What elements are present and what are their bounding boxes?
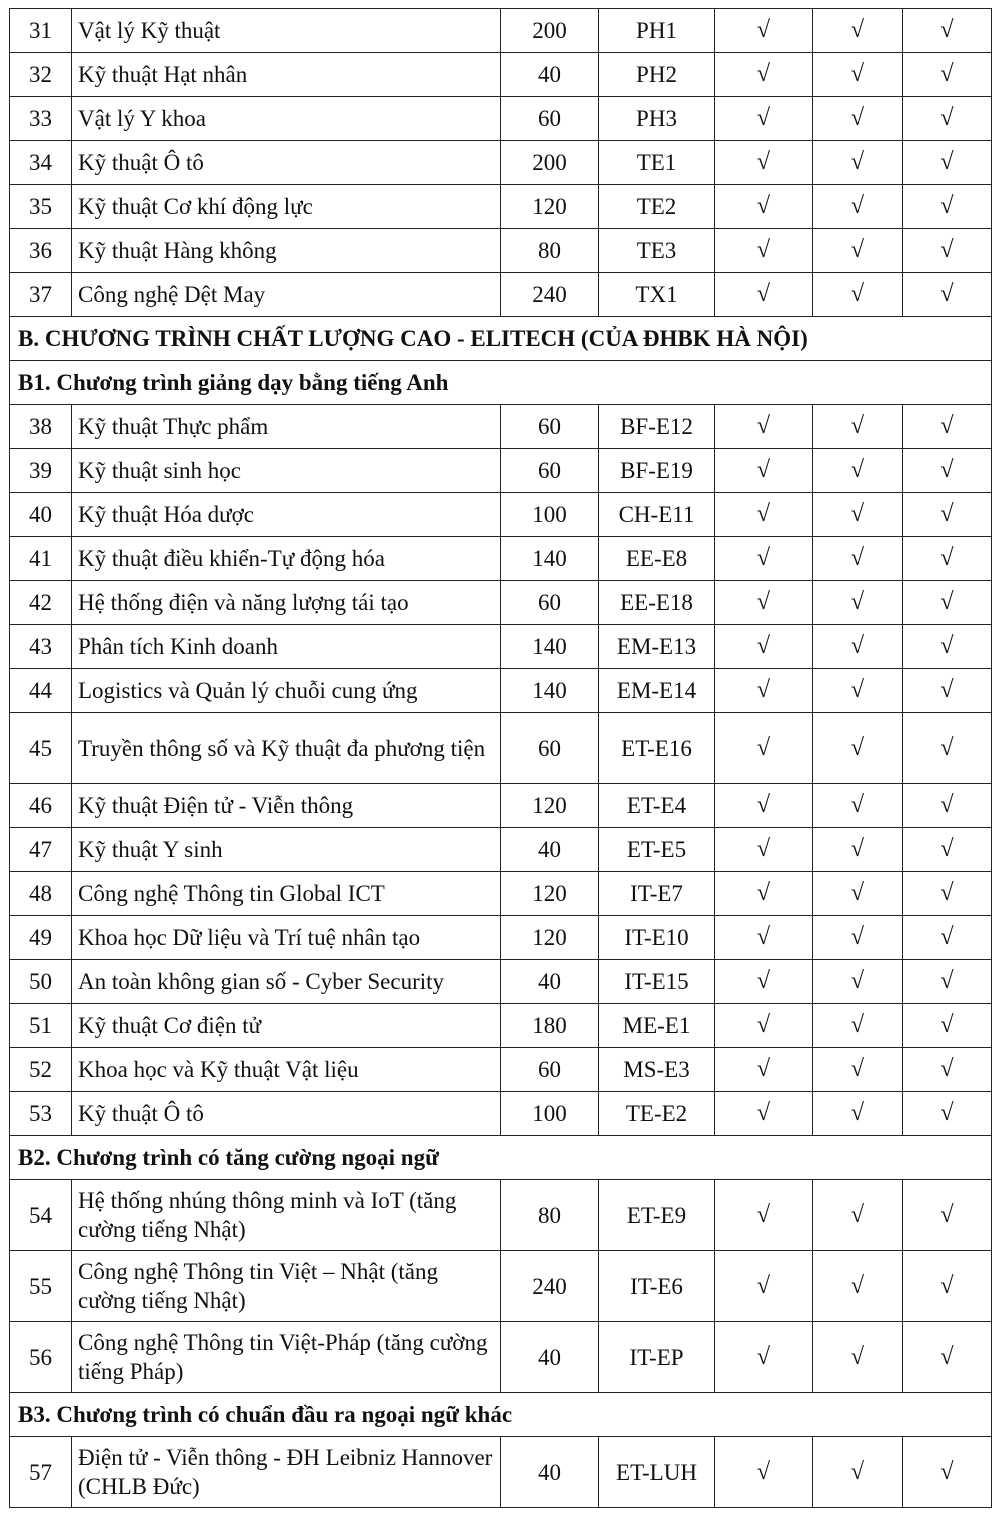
- table-row: [10, 1048, 992, 1092]
- quota-value: 60: [501, 97, 599, 141]
- program-name: Vật lý Kỹ thuật: [72, 9, 501, 53]
- program-name: Kỹ thuật Cơ khí động lực: [72, 185, 501, 229]
- check-mark-1: √: [715, 916, 813, 960]
- quota-value: 80: [501, 1180, 599, 1251]
- program-name: Kỹ thuật điều khiển-Tự động hóa: [72, 537, 501, 581]
- check-mark-2: √: [813, 185, 903, 229]
- program-code: IT-E7: [599, 872, 715, 916]
- section-title: B1. Chương trình giảng dạy bằng tiếng Anh: [10, 361, 992, 405]
- program-code: ET-E16: [599, 713, 715, 784]
- check-mark-1: √: [715, 53, 813, 97]
- section-header-row: [10, 1136, 992, 1180]
- check-mark-1: √: [715, 1180, 813, 1251]
- program-code: TE3: [599, 229, 715, 273]
- check-mark-1: √: [715, 97, 813, 141]
- section-title: B. CHƯƠNG TRÌNH CHẤT LƯỢNG CAO - ELITECH (CỦA ĐHBK HÀ NỘI): [10, 317, 992, 361]
- program-name: Kỹ thuật Điện tử - Viễn thông: [72, 784, 501, 828]
- table-row: [10, 669, 992, 713]
- row-number: 45: [10, 713, 72, 784]
- check-mark-3: √: [903, 97, 992, 141]
- check-mark-2: √: [813, 1048, 903, 1092]
- check-mark-2: √: [813, 1251, 903, 1322]
- check-mark-2: √: [813, 1004, 903, 1048]
- program-name: Hệ thống nhúng thông minh và IoT (tăng cường tiếng Nhật): [72, 1180, 501, 1251]
- check-mark-1: √: [715, 185, 813, 229]
- check-mark-2: √: [813, 581, 903, 625]
- quota-value: 40: [501, 960, 599, 1004]
- program-code: ME-E1: [599, 1004, 715, 1048]
- program-name: Công nghệ Thông tin Việt-Pháp (tăng cường tiếng Pháp): [72, 1322, 501, 1393]
- check-mark-3: √: [903, 1092, 992, 1136]
- check-mark-3: √: [903, 828, 992, 872]
- row-number: 31: [10, 9, 72, 53]
- program-name: Truyền thông số và Kỹ thuật đa phương tiện: [72, 713, 501, 784]
- quota-value: 100: [501, 493, 599, 537]
- section-title: B2. Chương trình có tăng cường ngoại ngữ: [10, 1136, 992, 1180]
- check-mark-3: √: [903, 405, 992, 449]
- quota-value: 60: [501, 449, 599, 493]
- program-code: IT-E6: [599, 1251, 715, 1322]
- check-mark-3: √: [903, 1048, 992, 1092]
- quota-value: 140: [501, 625, 599, 669]
- program-name: Khoa học Dữ liệu và Trí tuệ nhân tạo: [72, 916, 501, 960]
- admissions-table: [9, 8, 992, 1508]
- program-name: Hệ thống điện và năng lượng tái tạo: [72, 581, 501, 625]
- check-mark-2: √: [813, 916, 903, 960]
- row-number: 38: [10, 405, 72, 449]
- check-mark-3: √: [903, 713, 992, 784]
- check-mark-3: √: [903, 9, 992, 53]
- check-mark-3: √: [903, 625, 992, 669]
- table-row: [10, 449, 992, 493]
- check-mark-2: √: [813, 9, 903, 53]
- row-number: 37: [10, 273, 72, 317]
- section-title: B3. Chương trình có chuẩn đầu ra ngoại ngữ khác: [10, 1393, 992, 1437]
- program-code: ET-E9: [599, 1180, 715, 1251]
- table-row: [10, 9, 992, 53]
- program-name: Logistics và Quản lý chuỗi cung ứng: [72, 669, 501, 713]
- row-number: 57: [10, 1437, 72, 1508]
- row-number: 40: [10, 493, 72, 537]
- check-mark-3: √: [903, 1251, 992, 1322]
- table-row: [10, 493, 992, 537]
- program-name: Công nghệ Thông tin Việt – Nhật (tăng cường tiếng Nhật): [72, 1251, 501, 1322]
- table-row: [10, 625, 992, 669]
- row-number: 44: [10, 669, 72, 713]
- row-number: 39: [10, 449, 72, 493]
- table-row: [10, 537, 992, 581]
- program-name: Kỹ thuật Y sinh: [72, 828, 501, 872]
- quota-value: 180: [501, 1004, 599, 1048]
- check-mark-3: √: [903, 1322, 992, 1393]
- program-code: TE2: [599, 185, 715, 229]
- check-mark-1: √: [715, 493, 813, 537]
- check-mark-1: √: [715, 1092, 813, 1136]
- table-row: [10, 581, 992, 625]
- check-mark-3: √: [903, 581, 992, 625]
- program-code: IT-E15: [599, 960, 715, 1004]
- check-mark-3: √: [903, 273, 992, 317]
- row-number: 47: [10, 828, 72, 872]
- check-mark-2: √: [813, 828, 903, 872]
- row-number: 35: [10, 185, 72, 229]
- check-mark-3: √: [903, 141, 992, 185]
- check-mark-2: √: [813, 229, 903, 273]
- program-code: ET-E5: [599, 828, 715, 872]
- check-mark-2: √: [813, 960, 903, 1004]
- check-mark-2: √: [813, 784, 903, 828]
- table-row: [10, 273, 992, 317]
- row-number: 56: [10, 1322, 72, 1393]
- check-mark-1: √: [715, 960, 813, 1004]
- table-row: [10, 960, 992, 1004]
- check-mark-1: √: [715, 141, 813, 185]
- row-number: 55: [10, 1251, 72, 1322]
- program-name: Điện tử - Viễn thông - ĐH Leibniz Hannover (CHLB Đức): [72, 1437, 501, 1508]
- check-mark-3: √: [903, 916, 992, 960]
- check-mark-2: √: [813, 625, 903, 669]
- check-mark-3: √: [903, 1437, 992, 1508]
- program-code: TE1: [599, 141, 715, 185]
- table-row: [10, 828, 992, 872]
- quota-value: 60: [501, 405, 599, 449]
- check-mark-3: √: [903, 669, 992, 713]
- table-row: [10, 405, 992, 449]
- table-row: [10, 916, 992, 960]
- quota-value: 60: [501, 713, 599, 784]
- program-name: Kỹ thuật Thực phẩm: [72, 405, 501, 449]
- program-code: PH1: [599, 9, 715, 53]
- quota-value: 120: [501, 185, 599, 229]
- check-mark-1: √: [715, 405, 813, 449]
- check-mark-2: √: [813, 97, 903, 141]
- check-mark-1: √: [715, 872, 813, 916]
- quota-value: 240: [501, 1251, 599, 1322]
- program-code: MS-E3: [599, 1048, 715, 1092]
- check-mark-2: √: [813, 405, 903, 449]
- table-row: [10, 141, 992, 185]
- quota-value: 40: [501, 828, 599, 872]
- row-number: 41: [10, 537, 72, 581]
- check-mark-1: √: [715, 449, 813, 493]
- quota-value: 80: [501, 229, 599, 273]
- row-number: 34: [10, 141, 72, 185]
- check-mark-1: √: [715, 1322, 813, 1393]
- program-name: Kỹ thuật Cơ điện tử: [72, 1004, 501, 1048]
- check-mark-3: √: [903, 493, 992, 537]
- check-mark-2: √: [813, 537, 903, 581]
- program-code: BF-E12: [599, 405, 715, 449]
- row-number: 53: [10, 1092, 72, 1136]
- quota-value: 120: [501, 916, 599, 960]
- program-name: Kỹ thuật sinh học: [72, 449, 501, 493]
- section-header-row: [10, 1393, 992, 1437]
- quota-value: 200: [501, 9, 599, 53]
- quota-value: 100: [501, 1092, 599, 1136]
- check-mark-2: √: [813, 53, 903, 97]
- program-name: Kỹ thuật Hạt nhân: [72, 53, 501, 97]
- row-number: 42: [10, 581, 72, 625]
- program-code: ET-LUH: [599, 1437, 715, 1508]
- table-row: [10, 1251, 992, 1322]
- check-mark-2: √: [813, 493, 903, 537]
- quota-value: 40: [501, 1322, 599, 1393]
- check-mark-1: √: [715, 784, 813, 828]
- row-number: 46: [10, 784, 72, 828]
- check-mark-2: √: [813, 713, 903, 784]
- check-mark-1: √: [715, 1004, 813, 1048]
- check-mark-2: √: [813, 449, 903, 493]
- row-number: 54: [10, 1180, 72, 1251]
- check-mark-3: √: [903, 1180, 992, 1251]
- program-name: Công nghệ Dệt May: [72, 273, 501, 317]
- program-name: Kỹ thuật Hóa dược: [72, 493, 501, 537]
- program-code: CH-E11: [599, 493, 715, 537]
- check-mark-1: √: [715, 1437, 813, 1508]
- row-number: 32: [10, 53, 72, 97]
- check-mark-3: √: [903, 185, 992, 229]
- check-mark-3: √: [903, 537, 992, 581]
- check-mark-1: √: [715, 581, 813, 625]
- program-name: Công nghệ Thông tin Global ICT: [72, 872, 501, 916]
- program-code: EM-E14: [599, 669, 715, 713]
- row-number: 52: [10, 1048, 72, 1092]
- table-row: [10, 1004, 992, 1048]
- check-mark-1: √: [715, 1251, 813, 1322]
- program-name: An toàn không gian số - Cyber Security: [72, 960, 501, 1004]
- check-mark-3: √: [903, 449, 992, 493]
- program-name: Phân tích Kinh doanh: [72, 625, 501, 669]
- table-row: [10, 97, 992, 141]
- check-mark-2: √: [813, 1180, 903, 1251]
- table-row: [10, 1437, 992, 1508]
- quota-value: 240: [501, 273, 599, 317]
- quota-value: 140: [501, 669, 599, 713]
- row-number: 48: [10, 872, 72, 916]
- row-number: 36: [10, 229, 72, 273]
- check-mark-1: √: [715, 273, 813, 317]
- check-mark-2: √: [813, 273, 903, 317]
- check-mark-1: √: [715, 229, 813, 273]
- check-mark-1: √: [715, 669, 813, 713]
- row-number: 49: [10, 916, 72, 960]
- check-mark-3: √: [903, 784, 992, 828]
- program-code: EM-E13: [599, 625, 715, 669]
- table-row: [10, 1092, 992, 1136]
- quota-value: 120: [501, 784, 599, 828]
- check-mark-2: √: [813, 1092, 903, 1136]
- quota-value: 40: [501, 1437, 599, 1508]
- check-mark-1: √: [715, 537, 813, 581]
- quota-value: 60: [501, 1048, 599, 1092]
- row-number: 50: [10, 960, 72, 1004]
- program-code: BF-E19: [599, 449, 715, 493]
- check-mark-1: √: [715, 1048, 813, 1092]
- program-name: Vật lý Y khoa: [72, 97, 501, 141]
- check-mark-3: √: [903, 960, 992, 1004]
- program-code: IT-EP: [599, 1322, 715, 1393]
- section-header-row: [10, 361, 992, 405]
- quota-value: 120: [501, 872, 599, 916]
- program-code: IT-E10: [599, 916, 715, 960]
- program-code: TE-E2: [599, 1092, 715, 1136]
- check-mark-3: √: [903, 872, 992, 916]
- program-code: TX1: [599, 273, 715, 317]
- table-row: [10, 713, 992, 784]
- program-code: EE-E18: [599, 581, 715, 625]
- quota-value: 200: [501, 141, 599, 185]
- check-mark-2: √: [813, 872, 903, 916]
- table-row: [10, 1322, 992, 1393]
- table-row: [10, 229, 992, 273]
- program-code: EE-E8: [599, 537, 715, 581]
- table-row: [10, 784, 992, 828]
- check-mark-2: √: [813, 1322, 903, 1393]
- check-mark-3: √: [903, 1004, 992, 1048]
- quota-value: 40: [501, 53, 599, 97]
- check-mark-3: √: [903, 229, 992, 273]
- program-name: Kỹ thuật Hàng không: [72, 229, 501, 273]
- section-header-row: [10, 317, 992, 361]
- table-row: [10, 872, 992, 916]
- check-mark-3: √: [903, 53, 992, 97]
- row-number: 33: [10, 97, 72, 141]
- row-number: 51: [10, 1004, 72, 1048]
- check-mark-2: √: [813, 1437, 903, 1508]
- program-code: PH2: [599, 53, 715, 97]
- check-mark-1: √: [715, 713, 813, 784]
- row-number: 43: [10, 625, 72, 669]
- check-mark-1: √: [715, 828, 813, 872]
- table-row: [10, 53, 992, 97]
- program-name: Kỹ thuật Ô tô: [72, 141, 501, 185]
- program-name: Khoa học và Kỹ thuật Vật liệu: [72, 1048, 501, 1092]
- program-name: Kỹ thuật Ô tô: [72, 1092, 501, 1136]
- table-row: [10, 185, 992, 229]
- table-row: [10, 1180, 992, 1251]
- program-code: ET-E4: [599, 784, 715, 828]
- check-mark-1: √: [715, 625, 813, 669]
- program-code: PH3: [599, 97, 715, 141]
- check-mark-2: √: [813, 669, 903, 713]
- check-mark-2: √: [813, 141, 903, 185]
- check-mark-1: √: [715, 9, 813, 53]
- quota-value: 140: [501, 537, 599, 581]
- quota-value: 60: [501, 581, 599, 625]
